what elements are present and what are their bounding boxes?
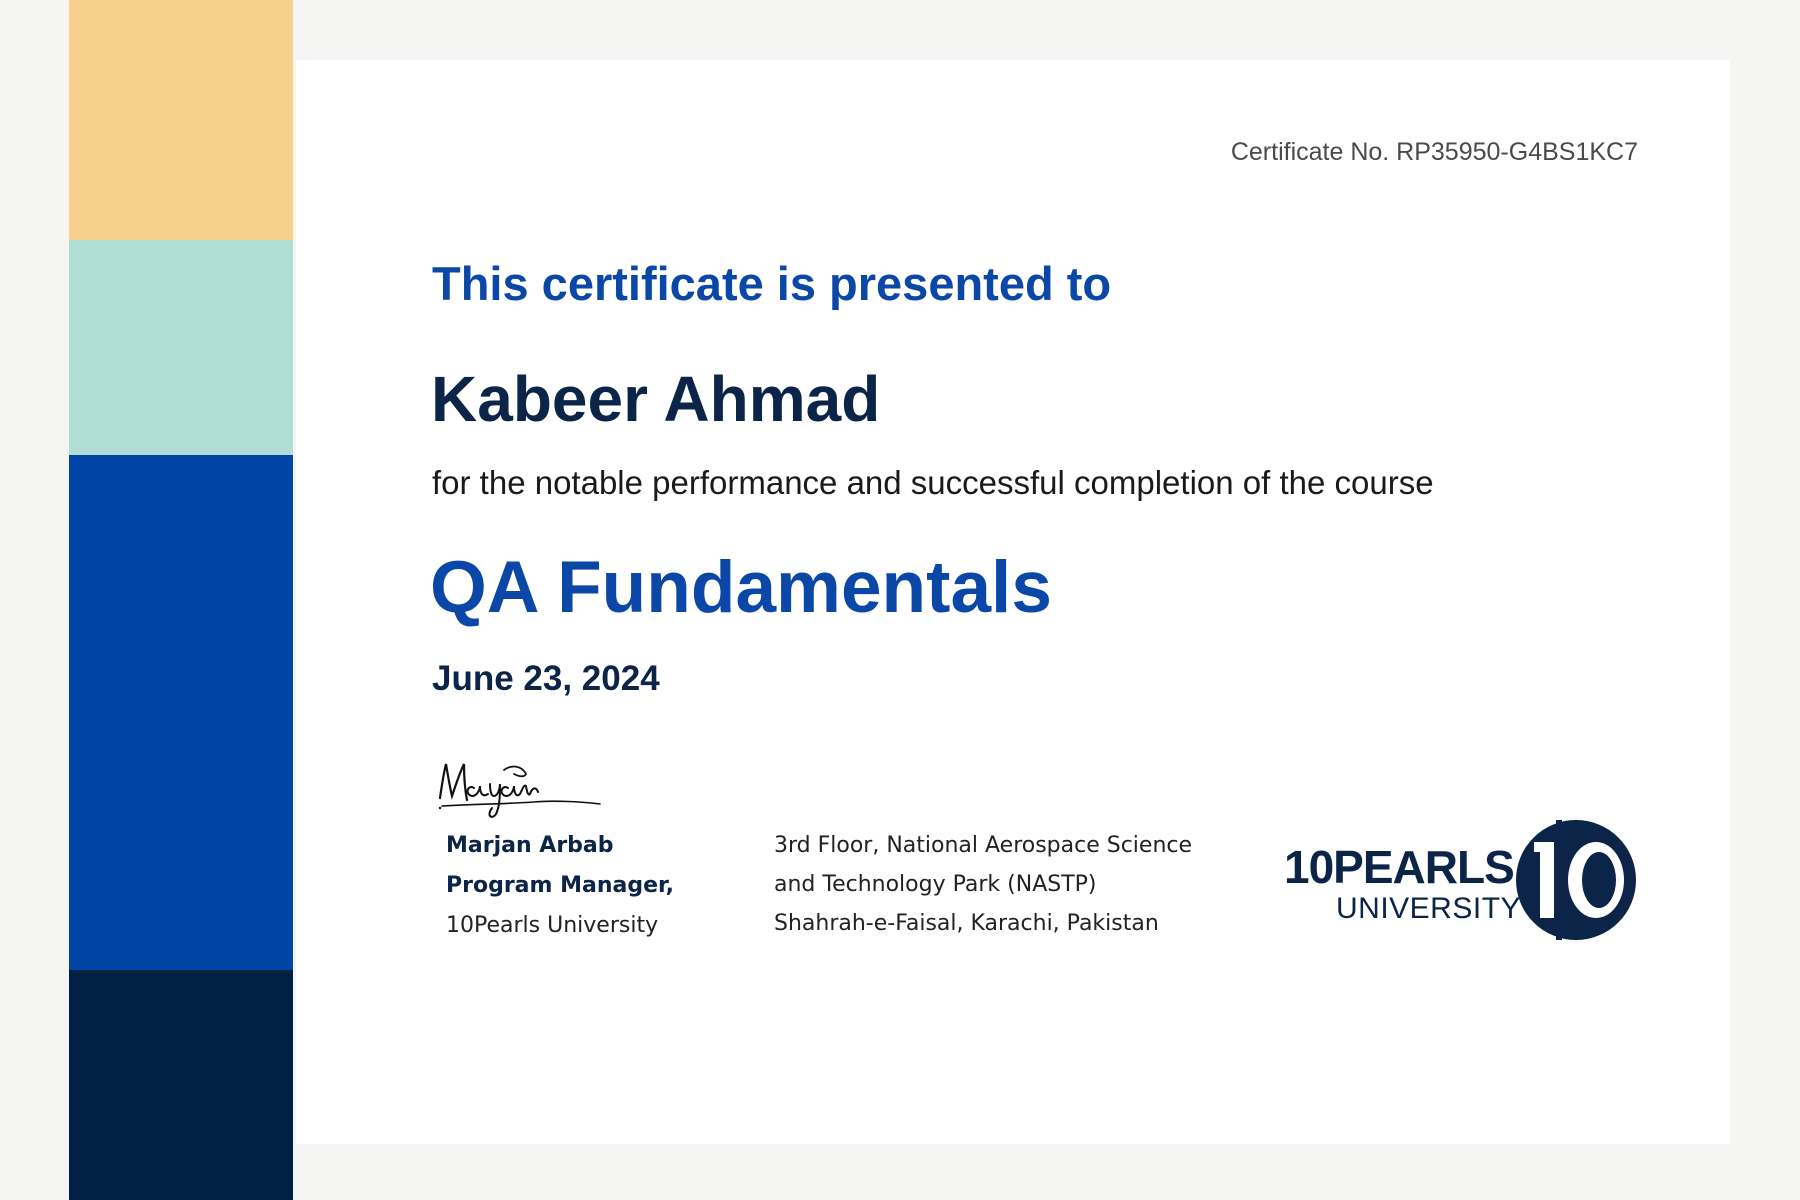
completion-date: June 23, 2024 xyxy=(432,659,660,698)
10pearls-university-logo xyxy=(1284,820,1634,950)
address-line-1: 3rd Floor, National Aerospace Science xyxy=(774,833,1193,858)
handwritten-signature xyxy=(434,754,604,830)
recipient-name: Kabeer Ahmad xyxy=(431,363,881,435)
certificate-number: Certificate No. RP35950-G4BS1KC7 xyxy=(1230,138,1638,166)
address-block xyxy=(774,826,1192,943)
address-line-2: and Technology Park (NASTP) xyxy=(774,872,1097,897)
decorative-stripe-blue xyxy=(69,455,293,970)
signatory-organization: 10Pearls University xyxy=(446,913,659,938)
signatory-title: Program Manager, xyxy=(446,873,675,898)
logo-wordmark-top: 10PEARLS xyxy=(1284,841,1514,893)
logo-emblem xyxy=(1516,820,1636,940)
decorative-stripe-mint xyxy=(69,240,293,455)
certificate-card xyxy=(296,60,1730,1144)
completion-statement: for the notable performance and successful completion of the course xyxy=(432,464,1434,501)
signatory-name: Marjan Arbab xyxy=(446,833,614,858)
decorative-stripe-navy xyxy=(69,970,293,1200)
logo-wordmark-bottom: UNIVERSITY xyxy=(1336,892,1522,925)
decorative-stripe-peach xyxy=(69,0,293,240)
course-title: QA Fundamentals xyxy=(430,547,1052,628)
presented-to-heading: This certificate is presented to xyxy=(432,257,1112,310)
address-line-3: Shahrah-e-Faisal, Karachi, Pakistan xyxy=(774,911,1159,936)
signatory-block xyxy=(446,826,674,946)
